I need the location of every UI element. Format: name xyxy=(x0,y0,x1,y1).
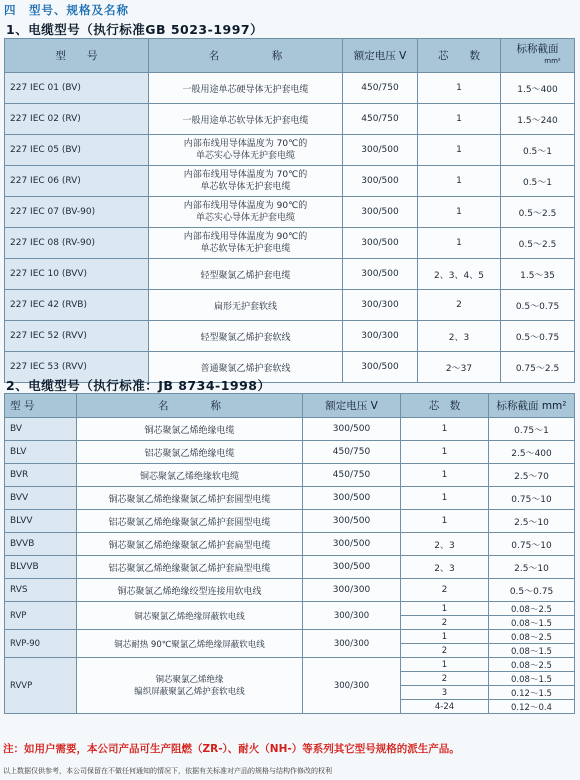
voltage-cell: 300/500 xyxy=(343,135,418,166)
voltage-cell: 300/500 xyxy=(343,166,418,197)
model-cell: RVS xyxy=(5,579,77,602)
model-cell: BVVB xyxy=(5,533,77,556)
part1-heading: 1、电缆型号（执行标准GB 5023-1997） xyxy=(6,22,264,37)
model-cell: 227 IEC 53 (RVV) xyxy=(5,352,149,383)
name-cell xyxy=(149,104,343,135)
model-cell: 227 IEC 05 (BV) xyxy=(5,135,149,166)
voltage-cell: 450/750 xyxy=(303,464,401,487)
name-line: 内部布线用导体温度为 70℃的 xyxy=(183,139,308,149)
section-cell: 2.5～10 xyxy=(489,556,575,579)
voltage-cell: 300/300 xyxy=(303,658,401,714)
name-cell xyxy=(149,197,343,228)
name-line: 普通聚氯乙烯护套软线 xyxy=(200,363,291,374)
model-cell: 227 IEC 01 (BV) xyxy=(5,73,149,104)
voltage-cell: 300/500 xyxy=(303,510,401,533)
model-cell: BLV xyxy=(5,441,77,464)
table-row xyxy=(5,418,575,441)
section-cell: 1.5～400 xyxy=(501,73,575,104)
col-cores: 芯 数 xyxy=(418,39,501,73)
model-cell: 227 IEC 52 (RVV) xyxy=(5,321,149,352)
voltage-cell: 300/500 xyxy=(303,556,401,579)
name-cell xyxy=(149,290,343,321)
cores-cell: 1 xyxy=(401,602,489,616)
name-cell: 铜芯聚氯乙烯绝缘电缆 xyxy=(77,418,303,441)
name-line: 扁形无护套软线 xyxy=(213,301,277,312)
name-cell: 铜芯聚氯乙烯绝缘软电缆 xyxy=(77,464,303,487)
model-cell: RVVP xyxy=(5,658,77,714)
table-row xyxy=(5,630,575,644)
name-cell xyxy=(149,321,343,352)
cores-cell: 2 xyxy=(401,672,489,686)
name-line: 铜芯耐热 90℃聚氯乙烯绝缘屏蔽软电线 xyxy=(114,639,265,650)
voltage-cell: 300/500 xyxy=(303,487,401,510)
cores-cell: 3 xyxy=(401,686,489,700)
name-line: 单芯软导体无护套电缆 xyxy=(200,182,291,192)
voltage-cell: 450/750 xyxy=(343,73,418,104)
name-line: 单芯实心导体无护套电缆 xyxy=(195,213,295,223)
cores-cell: 2 xyxy=(401,616,489,630)
table-jb8734 xyxy=(4,393,575,714)
name-line: 内部布线用导体温度为 90℃的 xyxy=(183,232,308,242)
name-cell xyxy=(149,228,343,259)
model-cell: 227 IEC 02 (RV) xyxy=(5,104,149,135)
table-row xyxy=(5,487,575,510)
model-cell: BLVVB xyxy=(5,556,77,579)
table-row xyxy=(5,259,575,290)
col-name: 名 称 xyxy=(149,39,343,73)
name-cell: 铝芯聚氯乙烯绝缘聚氯乙烯护套圆型电缆 xyxy=(77,510,303,533)
section-cell: 0.5～0.75 xyxy=(489,579,575,602)
cores-cell: 1 xyxy=(418,104,501,135)
model-cell: BVV xyxy=(5,487,77,510)
section-cell: 0.08～1.5 xyxy=(489,672,575,686)
section-cell: 0.75～10 xyxy=(489,487,575,510)
cores-cell: 2～37 xyxy=(418,352,501,383)
col-model: 型 号 xyxy=(5,39,149,73)
section-title: 四 型号、规格及名称 xyxy=(4,3,129,17)
voltage-cell: 300/500 xyxy=(343,259,418,290)
section-cell: 2.5～10 xyxy=(489,510,575,533)
table-header xyxy=(5,39,575,73)
model-cell: RVP xyxy=(5,602,77,630)
name-cell xyxy=(149,135,343,166)
voltage-cell: 300/500 xyxy=(303,418,401,441)
table-header xyxy=(5,394,575,418)
model-cell: 227 IEC 07 (BV-90) xyxy=(5,197,149,228)
table-row xyxy=(5,290,575,321)
name-line: 铜芯聚氯乙烯绝缘 xyxy=(155,674,224,685)
name-line: 编织屏蔽聚氯乙烯护套软电线 xyxy=(134,686,245,697)
section-cell: 0.75～2.5 xyxy=(501,352,575,383)
table-row xyxy=(5,228,575,259)
cores-cell: 1 xyxy=(401,441,489,464)
cores-cell: 1 xyxy=(401,510,489,533)
section-cell: 0.5～0.75 xyxy=(501,321,575,352)
name-line: 铜芯聚氯乙烯绝缘屏蔽软电线 xyxy=(134,611,245,622)
cores-cell: 1 xyxy=(418,73,501,104)
section-cell: 1.5～35 xyxy=(501,259,575,290)
table-row xyxy=(5,533,575,556)
section-cell: 0.75～10 xyxy=(489,533,575,556)
cores-cell: 1 xyxy=(401,464,489,487)
table-row xyxy=(5,73,575,104)
table-row xyxy=(5,579,575,602)
cores-cell: 1 xyxy=(401,630,489,644)
cores-cell: 2、3 xyxy=(418,321,501,352)
section-cell: 0.5～1 xyxy=(501,135,575,166)
table-row xyxy=(5,166,575,197)
table-row xyxy=(5,658,575,672)
cores-cell: 1 xyxy=(418,197,501,228)
voltage-cell: 300/300 xyxy=(343,321,418,352)
name-cell xyxy=(77,630,303,658)
cores-cell: 2、3 xyxy=(401,556,489,579)
section-cell: 2.5～70 xyxy=(489,464,575,487)
table-row xyxy=(5,441,575,464)
voltage-cell: 300/300 xyxy=(303,579,401,602)
name-line: 单芯实心导体无护套电缆 xyxy=(195,151,295,161)
section-cell: 2.5～400 xyxy=(489,441,575,464)
section-cell: 1.5～240 xyxy=(501,104,575,135)
col-voltage: 额定电压 V xyxy=(303,394,401,418)
name-line: 一般用途单芯软导体无护套电缆 xyxy=(182,115,309,126)
model-cell: 227 IEC 42 (RVB) xyxy=(5,290,149,321)
model-cell: 227 IEC 10 (BVV) xyxy=(5,259,149,290)
table-row xyxy=(5,602,575,616)
model-cell: BV xyxy=(5,418,77,441)
voltage-cell: 300/500 xyxy=(343,197,418,228)
part2-heading: 2、电缆型号（执行标准：JB 8734-1998） xyxy=(6,378,271,393)
model-cell: BLVV xyxy=(5,510,77,533)
voltage-cell: 300/300 xyxy=(303,602,401,630)
cores-cell: 1 xyxy=(401,658,489,672)
name-line: 单芯软导体无护套电缆 xyxy=(200,244,291,254)
col-cores: 芯 数 xyxy=(401,394,489,418)
name-cell xyxy=(77,602,303,630)
cores-cell: 2 xyxy=(418,290,501,321)
cores-cell: 2、3、4、5 xyxy=(418,259,501,290)
col-section: 标称截面 mm² xyxy=(501,39,575,73)
name-line: 轻型聚氯乙烯护套软线 xyxy=(200,332,291,343)
cores-cell: 2 xyxy=(401,579,489,602)
name-cell xyxy=(77,658,303,714)
voltage-cell: 300/300 xyxy=(303,630,401,658)
name-line: 内部布线用导体温度为 90℃的 xyxy=(183,201,308,211)
col-voltage: 额定电压 V xyxy=(343,39,418,73)
section-cell: 0.08～2.5 xyxy=(489,630,575,644)
model-cell: RVP-90 xyxy=(5,630,77,658)
voltage-cell: 300/500 xyxy=(303,533,401,556)
section-cell: 0.12～1.5 xyxy=(489,686,575,700)
name-cell: 铜芯聚氯乙烯绝缘聚氯乙烯护套圆型电缆 xyxy=(77,487,303,510)
name-cell xyxy=(149,166,343,197)
name-cell xyxy=(149,73,343,104)
section-cell: 0.75～1 xyxy=(489,418,575,441)
section-cell: 0.08～1.5 xyxy=(489,616,575,630)
cores-cell: 2 xyxy=(401,644,489,658)
col-model: 型 号 xyxy=(5,394,77,418)
cores-cell: 1 xyxy=(418,135,501,166)
cores-cell: 2、3 xyxy=(401,533,489,556)
section-cell: 0.08～2.5 xyxy=(489,602,575,616)
section-cell: 0.5～2.5 xyxy=(501,197,575,228)
name-line: 内部布线用导体温度为 70℃的 xyxy=(183,170,308,180)
name-cell: 铜芯聚氯乙烯绝缘聚氯乙烯护套扁型电缆 xyxy=(77,533,303,556)
cores-cell: 1 xyxy=(401,418,489,441)
table-row xyxy=(5,556,575,579)
section-cell: 0.5～1 xyxy=(501,166,575,197)
model-cell: 227 IEC 06 (RV) xyxy=(5,166,149,197)
table-row xyxy=(5,510,575,533)
section-cell: 0.08～1.5 xyxy=(489,644,575,658)
name-cell: 铜芯聚氯乙烯绝缘绞型连接用软电线 xyxy=(77,579,303,602)
cores-cell: 1 xyxy=(401,487,489,510)
cores-cell: 1 xyxy=(418,166,501,197)
model-cell: BVR xyxy=(5,464,77,487)
voltage-cell: 300/500 xyxy=(343,352,418,383)
name-cell: 铝芯聚氯乙烯绝缘聚氯乙烯护套扁型电缆 xyxy=(77,556,303,579)
section-cell: 0.5～0.75 xyxy=(501,290,575,321)
model-cell: 227 IEC 08 (RV-90) xyxy=(5,228,149,259)
derived-products-note: 注：如用户需要，本公司产品可生产阻燃（ZR-）、耐火（NH-）等系列其它型号规格的派生产品。 xyxy=(3,743,460,755)
name-line: 轻型聚氯乙烯护套电缆 xyxy=(200,270,291,281)
disclaimer-footer: 以上数据仅供参考，本公司保留在不做任何通知的情况下，依据有关标准对产品的规格与结构作修改的权利 xyxy=(3,767,332,775)
col-section: 标称截面 mm² xyxy=(489,394,575,418)
cores-cell: 4-24 xyxy=(401,700,489,714)
table-row xyxy=(5,104,575,135)
voltage-cell: 300/500 xyxy=(343,228,418,259)
table-row xyxy=(5,464,575,487)
cores-cell: 1 xyxy=(418,228,501,259)
table-row xyxy=(5,135,575,166)
name-cell: 铝芯聚氯乙烯绝缘电缆 xyxy=(77,441,303,464)
voltage-cell: 450/750 xyxy=(303,441,401,464)
section-cell: 0.5～2.5 xyxy=(501,228,575,259)
table-row xyxy=(5,197,575,228)
name-line: 一般用途单芯硬导体无护套电缆 xyxy=(182,84,309,95)
section-cell: 0.08～2.5 xyxy=(489,658,575,672)
voltage-cell: 300/300 xyxy=(343,290,418,321)
table-gb5023 xyxy=(4,38,575,383)
col-name: 名 称 xyxy=(77,394,303,418)
name-cell xyxy=(149,259,343,290)
voltage-cell: 450/750 xyxy=(343,104,418,135)
section-cell: 0.12～0.4 xyxy=(489,700,575,714)
table-row xyxy=(5,321,575,352)
